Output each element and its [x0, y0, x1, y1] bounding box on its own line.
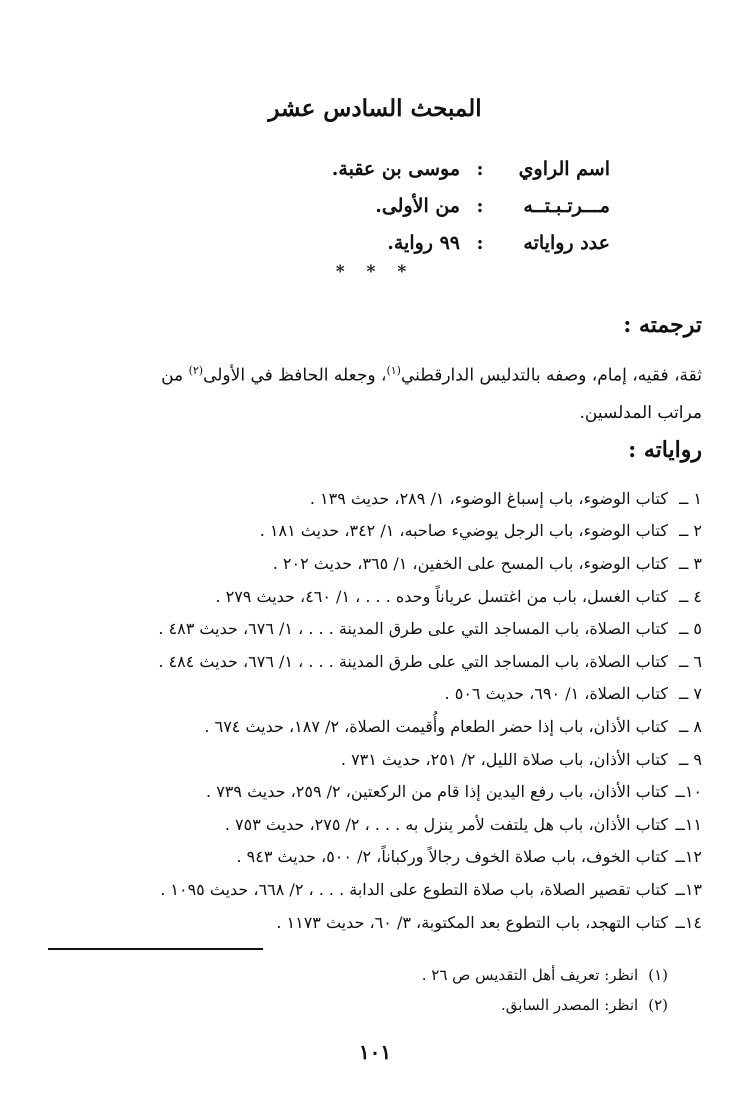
biography-paragraph [50, 352, 702, 432]
item-text: كتاب الوضوء، باب الرجل يوضيء صاحبه، ١/ ٣٤٢، حديث ١٨١ . [259, 521, 668, 541]
page-number: ١٠١ [358, 1040, 392, 1064]
list-item [52, 482, 702, 515]
item-text: كتاب تقصير الصلاة، باب صلاة التطوع على الدابة . . . ، ٢/ ٦٦٨، حديث ١٠٩٥ . [160, 879, 668, 899]
item-text: كتاب الصلاة، باب المساجد التي على طرق المدينة . . . ، ١/ ٦٧٦، حديث ٤٨٤ . [158, 651, 668, 671]
bio-text: ثقة، فقيه، إمام، وصفه بالتدليس الدارقطني [400, 365, 702, 386]
item-number: ٢ ــ [678, 521, 702, 541]
meta-row-count [190, 224, 610, 261]
meta-value: موسى بن عقبة. [331, 157, 460, 180]
meta-label: مـــرتـبـتــه [523, 194, 610, 217]
list-item [52, 873, 702, 906]
item-text: كتاب الأذان، باب هل يلتفت لأمر ينزل به . . . ، ٢/ ٢٧٥، حديث ٧٥٣ . [224, 814, 668, 834]
footnote-number: (٢) [648, 996, 668, 1014]
item-number: ٦ ــ [678, 651, 702, 671]
footnote-number: (١) [648, 966, 668, 984]
list-item [52, 775, 702, 808]
meta-row-rank [190, 187, 610, 224]
bio-text: مراتب المدلسين. [579, 402, 702, 423]
biography-line-2 [50, 395, 702, 432]
item-number: ٣ ــ [678, 553, 702, 573]
meta-separator: : [476, 157, 484, 180]
item-text: كتاب الخوف، باب صلاة الخوف رجالاً وركباناً، ٢/ ٥٠٠، حديث ٩٤٣ . [236, 847, 668, 867]
item-number: ٩ ــ [678, 749, 702, 769]
item-text: كتاب الأذان، باب رفع اليدين إذا قام من الركعتين، ٢/ ٢٥٩، حديث ٧٣٩ . [206, 782, 668, 802]
item-number: ٥ ــ [678, 619, 702, 639]
list-item [52, 612, 702, 645]
item-text: كتاب الوضوء، باب إسباغ الوضوء، ١/ ٢٨٩، حديث ١٣٩ . [309, 488, 668, 508]
item-number: ١٢ــ [675, 847, 702, 867]
list-item [52, 808, 702, 841]
biography-heading: ترجمته : [623, 312, 702, 338]
item-number: ١٠ــ [675, 782, 702, 802]
footnotes [108, 960, 668, 1020]
item-number: ٨ ــ [678, 716, 702, 736]
item-text: كتاب الصلاة، ١/ ٦٩٠، حديث ٥٠٦ . [444, 684, 668, 704]
footnote-ref-1: (١) [386, 364, 401, 377]
item-number: ٧ ــ [678, 684, 702, 704]
meta-row-name [190, 150, 610, 187]
narrations-list [52, 482, 702, 938]
list-item [52, 515, 702, 548]
item-text: كتاب الأذان، باب صلاة الليل، ٢/ ٢٥١، حديث ٧٣١ . [340, 749, 668, 769]
list-item [52, 580, 702, 613]
item-text: كتاب الأذان، باب إذا حضر الطعام وأُقيمت الصلاة، ٢/ ١٨٧، حديث ٦٧٤ . [204, 716, 668, 736]
item-text: كتاب الصلاة، باب المساجد التي على طرق المدينة . . . ، ١/ ٦٧٦، حديث ٤٨٣ . [158, 619, 668, 639]
section-divider-stars: * * * [335, 262, 415, 282]
list-item [52, 710, 702, 743]
footnote-ref-2: (٢) [188, 364, 204, 377]
item-number: ٤ ــ [678, 586, 702, 606]
list-item [52, 841, 702, 874]
item-text: كتاب الغسل، باب من اغتسل عرياناً وحده . . . ، ١/ ٤٦٠، حديث ٢٧٩ . [215, 586, 668, 606]
item-text: كتاب التهجد، باب التطوع بعد المكتوبة، ٣/ ٦٠، حديث ١١٧٣ . [276, 912, 668, 932]
footnote-text: انظر: المصدر السابق. [501, 996, 639, 1014]
list-item [52, 906, 702, 939]
meta-value: من الأولى. [375, 194, 460, 217]
item-number: ١١ــ [675, 814, 702, 834]
section-title: المبحث السادس عشر [268, 95, 482, 122]
list-item [52, 743, 702, 776]
footnote [108, 990, 668, 1020]
footnote-divider [48, 948, 263, 950]
meta-separator: : [476, 194, 484, 217]
bio-text: من [161, 365, 189, 386]
bio-text: ، وجعله الحافظ في الأولى [203, 365, 387, 386]
meta-label: اسم الراوي [518, 157, 610, 180]
item-number: ١٤ــ [675, 912, 702, 932]
footnote-text: انظر: تعريف أهل التقديس ص ٢٦ . [421, 966, 639, 984]
footnote [108, 960, 668, 990]
narrations-heading: رواياته : [628, 437, 702, 463]
meta-value: ٩٩ رواية. [387, 231, 460, 254]
biography-line-1 [50, 352, 702, 395]
list-item [52, 547, 702, 580]
item-number: ١ ــ [678, 488, 702, 508]
meta-separator: : [476, 231, 484, 254]
item-text: كتاب الوضوء، باب المسح على الخفين، ١/ ٣٦٥، حديث ٢٠٢ . [272, 553, 668, 573]
item-number: ١٣ــ [675, 879, 702, 899]
list-item [52, 645, 702, 678]
meta-label: عدد رواياته [523, 231, 610, 254]
list-item [52, 678, 702, 711]
narrator-info [190, 150, 610, 261]
